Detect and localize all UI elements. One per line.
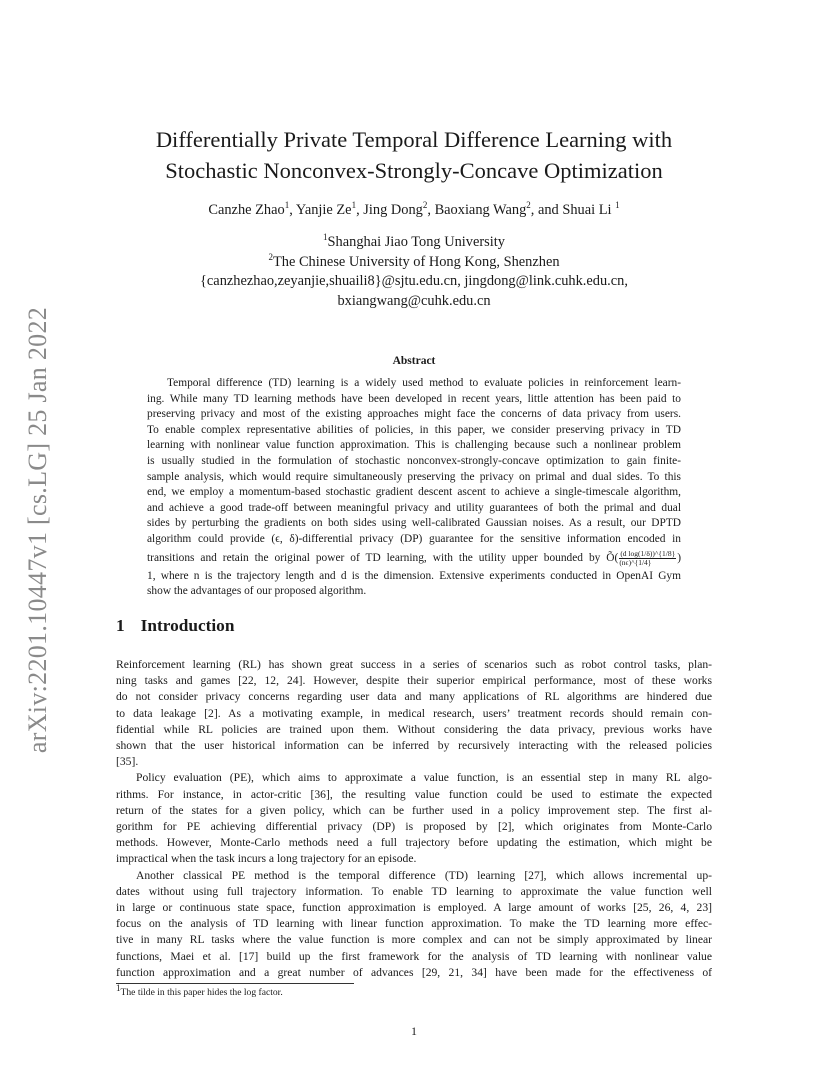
abstract-line: learning with nonlinear value function approximation. This is challenging because such a nonlinear problem bbox=[147, 439, 681, 452]
author: Jing Dong$^2$ bbox=[363, 200, 428, 218]
body-line: tive in many RL tasks where the value function is more complex and can not be simply approximated by linear bbox=[116, 933, 712, 947]
body-line: functions, Maei et al. [17] build up the first framework for the analysis of TD learning with nonlinear value bbox=[116, 949, 712, 963]
body-line: return of the states for a given policy, which can be further used in a policy improvement step. The first al- bbox=[116, 803, 712, 817]
body-line: shown that the user historical information can be inferred by recursively interacting with the released policies bbox=[116, 739, 712, 753]
abstract-line: sides by perturbing the gradients on both sides using well-calibrated Gaussian noises. As a result, our DPTD bbox=[147, 517, 681, 530]
footnote-text: The tilde in this paper hides the log factor. bbox=[120, 987, 283, 998]
footnote-mark: 1 bbox=[116, 982, 121, 993]
affiliations bbox=[116, 233, 712, 312]
body-line: methods. However, Monte-Carlo methods need a full trajectory before updating the estimation, which might be bbox=[116, 836, 712, 850]
abstract-line: is usually studied in the formulation of stochastic nonconvex-strongly-concave optimization to gain finite- bbox=[147, 454, 681, 467]
abstract-line: end, we employ a momentum-based stochastic gradient descent ascent to achieve a single-timescale algorithm, bbox=[147, 486, 681, 499]
body-line: Policy evaluation (PE), which aims to approximate a value function, is an essential step in many RL algo- bbox=[136, 771, 712, 785]
body-line: dates without using full trajectory information. To enable TD learning to approximate the value function well bbox=[116, 884, 712, 898]
body-line: rithms. For instance, in actor-critic [36], the resulting value function could be used to estimate the expected bbox=[116, 787, 712, 801]
page-number: 1 bbox=[411, 1024, 417, 1038]
utility-bound-formula: Õ( $\frac{\text{(d log(1/δ))\textasciicircum{}\{1/8\}}}{(n\epsilon)\^{}\{1/4\}}$ ) bbox=[606, 548, 681, 567]
abstract-line: 1, where n is the trajectory length and d is the dimension. Extensive experiments conducted in OpenAI Gym bbox=[147, 569, 681, 582]
arxiv-identifier-stamp bbox=[8, 290, 68, 770]
author: Canzhe Zhao$^1$ bbox=[208, 200, 290, 218]
abstract-line: ing. While many TD learning methods have been developed in recent years, little attention has been paid to bbox=[147, 392, 681, 405]
body-line: to data leakage [2]. As a motivating example, in medical research, users’ treatment records should remain con- bbox=[116, 706, 712, 720]
abstract-line: preserving privacy and most of the existing approaches might face the concerns of data privacy from users. bbox=[147, 408, 681, 421]
body-line: gorithm for PE achieving differential privacy (DP) is proposed by [2], which originates from Monte-Carlo bbox=[116, 820, 712, 834]
body-line: Reinforcement learning (RL) has shown great success in a series of scenarios such as robot control tasks, plan- bbox=[116, 658, 712, 671]
abstract-heading: Abstract bbox=[392, 355, 436, 367]
abstract-line: sample analysis, which would require simultaneously preserving the privacy on primal and dual sides. To this bbox=[147, 470, 681, 483]
abstract-line: Temporal difference (TD) learning is a widely used method to evaluate policies in reinforcement learn- bbox=[167, 377, 681, 389]
abstract-line-with-bound: transitions and retain the original power of TD learning, with the utility upper bounded by Õ( $\frac{\text{(d log(1/δ))\textasciicircum{}\{1/8\}}}{(n\epsilon)\^{}\{1/4\}}$ ) bbox=[147, 548, 681, 567]
body-line: focus on the analysis of TD learning with linear function approximation. To make the TD learning more effec- bbox=[116, 917, 712, 931]
affiliation-1: $^1$Shanghai Jiao Tong University bbox=[323, 232, 505, 250]
abstract-line: show the advantages of our proposed algorithm. bbox=[147, 585, 367, 598]
abstract-line: algorithm could provide (ϵ, δ)-differential privacy (DP) guarantee for the sensitive information encoded in bbox=[147, 532, 681, 545]
author: Shuai Li $^1$ bbox=[562, 200, 620, 218]
footnote bbox=[116, 982, 283, 998]
author-list: Canzhe Zhao$^1$, Yanjie Ze$^1$, Jing Dong$^2$, Baoxiang Wang$^2$, and Shuai Li $^1$ bbox=[208, 200, 620, 218]
section-heading-introduction bbox=[116, 616, 234, 636]
paper-title bbox=[116, 124, 712, 186]
title-line-1: Differentially Private Temporal Difference Learning with bbox=[155, 127, 673, 152]
footnote-divider bbox=[116, 983, 354, 984]
section-title: Introduction bbox=[140, 616, 235, 635]
body-line: ning tasks and games [22, 12, 24]. However, despite their superior empirical performance, most of these works bbox=[116, 674, 712, 688]
body-line: [35]. bbox=[116, 755, 139, 769]
abstract-body bbox=[147, 376, 681, 600]
body-line: fidential while RL policies are trained upon them. Without considering the data privacy, previous works have bbox=[116, 722, 712, 736]
abstract-line: To enable complex representative abilities of policies, in this paper, we consider preserving privacy in TD bbox=[147, 423, 681, 436]
body-line: impractical when the task incurs a long trajectory for an episode. bbox=[116, 852, 417, 866]
body-line: in large or continuous state space, function approximation is employed. A large amount of works [25, 26, 4, 23] bbox=[116, 901, 712, 915]
author-emails-line-2: bxiangwang@cuhk.edu.cn bbox=[337, 293, 491, 310]
body-line: function approximation and a great number of advances [29, 21, 34] have been made for the effectiveness of bbox=[116, 965, 712, 979]
section-number: 1 bbox=[116, 616, 125, 635]
author: Baoxiang Wang$^2$ bbox=[434, 200, 531, 218]
author-emails-line-1: {canzhezhao,zeyanjie,shuaili8}@sjtu.edu.cn, jingdong@link.cuhk.edu.cn, bbox=[200, 273, 628, 290]
author: Yanjie Ze$^1$ bbox=[295, 200, 357, 218]
body-line: Another classical PE method is the temporal difference (TD) learning [27], which allows incremental up- bbox=[136, 868, 712, 882]
title-line-2: Stochastic Nonconvex-Strongly-Concave Optimization bbox=[165, 158, 663, 183]
abstract-line: and achieve a good trade-off between meaningful privacy and utility guarantees of both the primal and dual bbox=[147, 501, 681, 514]
introduction-body bbox=[116, 657, 712, 981]
affiliation-2: $^2$The Chinese University of Hong Kong, Shenzhen bbox=[268, 251, 560, 270]
arxiv-identifier-text: arXiv:2201.10447v1 [cs.LG] 25 Jan 2022 bbox=[23, 306, 52, 754]
body-line: do not consider privacy concerns regarding user data and many applications of RL algorithms are hindered due bbox=[116, 690, 712, 704]
